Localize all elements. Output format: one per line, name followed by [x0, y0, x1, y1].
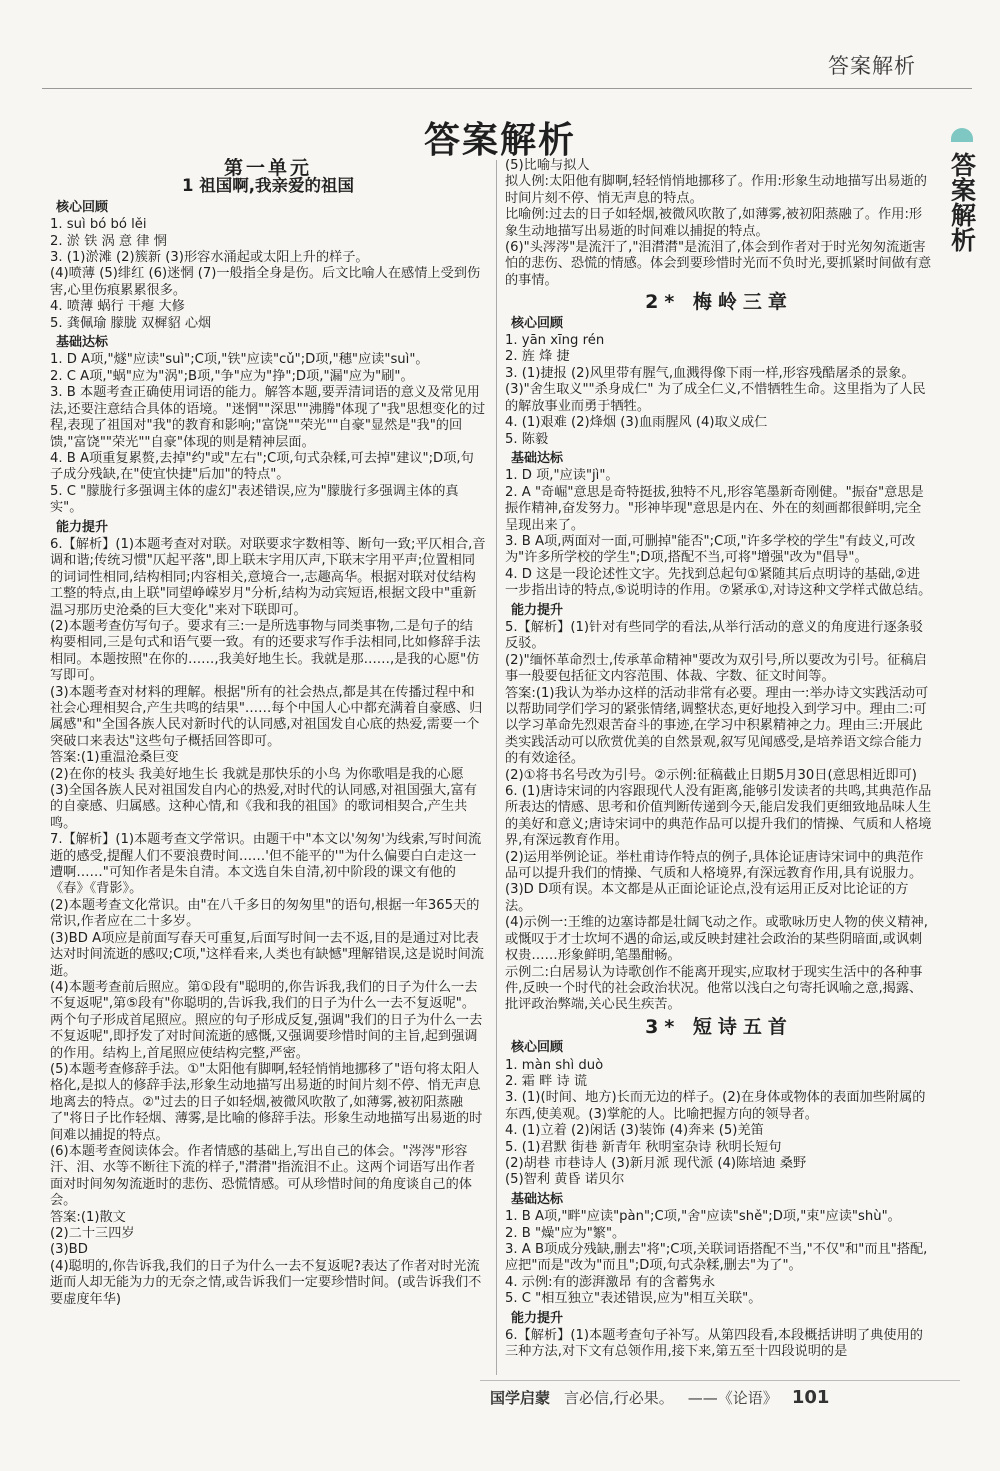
- section-heading: 核心回顾: [511, 315, 564, 331]
- left-column: [50, 158, 486, 1375]
- answer-line: 1. B A项,"畔"应读"pàn";C项,"舍"应读"shě";D项,"束"应读"shù"。: [505, 1209, 901, 1225]
- answer-line: 3. (1)(时间、地方)长而无边的样子。(2)在身体或物体的表面加些附属的东西,使美观。(3)掌舵的人。比喻把握方向的领导者。: [505, 1090, 926, 1122]
- answer-line: (2)二十三四岁: [50, 1226, 135, 1241]
- page-title: 答案解析: [423, 120, 576, 161]
- answer-line: (3)全国各族人民对祖国发自内心的热爱,对时代的认同感,对祖国强大,富有的自豪感、归属感。这种心情,和《我和我的祖国》的歌词相契合,产生共鸣。: [50, 783, 477, 831]
- unit-title: 第一单元: [223, 158, 312, 179]
- answer-line: 4. B A项重复累赘,去掉"约"或"左右";C项,句式杂糅,可去掉"建议";D项,句子成分残缺,在"使宜快捷"后加"的特点"。: [50, 450, 474, 483]
- answer-line: 1. yān xīng rén: [505, 333, 605, 349]
- answer-line: 2. 淤 铁 涡 意 律 惘: [50, 233, 167, 249]
- side-tab-label: 答案解析: [947, 152, 977, 252]
- answer-line: (2)"缅怀革命烈士,传承革命精神"要改为双引号,所以要改为引号。征稿启事一般要包括征文内容范围、体裁、字数、征文时间等。: [505, 652, 927, 685]
- answer-line: 4. D 这是一段论述性文字。先找到总起句①紧随其后点明诗的基础,②进一步指出诗的特点,⑤说明诗的作用。⑦紧承①,对诗这种文学样式做总结。: [505, 566, 932, 599]
- answer-line: (3)D D项有误。本文都是从正面论证论点,没有运用正反对比论证的方法。: [505, 882, 909, 914]
- lesson-title-2: 2* 梅岭三章: [645, 291, 793, 314]
- footer-motto: 言必信,行必果。: [564, 1389, 674, 1407]
- section-heading: 核心回顾: [56, 199, 109, 215]
- header-rule: [42, 88, 972, 89]
- answer-line: (2)本题考查仿写句子。要求有三:一是所选事物与同类事物,二是句子的结构要相同,三是句式和语气要一致。有的还要求写作手法相同,比如修辞手法相同。本题按照"在你的……,我美好地生长。我就是那……,是我的心愿"仿写即可。: [50, 618, 481, 684]
- running-head: 答案解析: [828, 54, 916, 78]
- answer-line: (6)本题考查阅读体会。作者情感的基础上,写出自己的体会。"涔涔"形容汗、泪、水等不断往下流的样子,"潸潸"指流泪不止。这两个词语写出作者面对时间匆匆流逝时的悲伤、恐慌情感。可从珍惜时间的角度谈自己的体会。: [50, 1143, 476, 1209]
- answer-line: 3. B A项,两面对一面,可删掉"能否";C项,"许多学校的学生"有歧义,可改为"许多所学校的学生";D项,搭配不当,可将"增强"改为"倡导"。: [505, 533, 916, 566]
- answer-line: 5. 龚佩瑜 朦胧 双樨貂 心烟: [50, 315, 212, 331]
- answer-line: (2)①将书名号改为引号。②示例:征稿截止日期5月30日(意思相近即可): [505, 767, 917, 783]
- answer-line: (2)胡巷 市巷诗人 (3)新月派 现代派 (4)陈培迪 桑野: [505, 1155, 807, 1171]
- answer-line: (4)喷薄 (5)绯红 (6)迷惘 (7)一般指全身是伤。后文比喻人在感情上受到伤害,心里伤痕累累很多。: [50, 266, 481, 298]
- answer-line: 5.【解析】(1)针对有些同学的看法,从举行活动的意义的角度进行逐条驳反驳。: [505, 619, 923, 652]
- answer-line: 7.【解析】(1)本题考查文学常识。由题干中"本文以'匆匆'为线索,写时间流逝的感受,提醒人们不要浪费时间……'但不能平的'"为什么偏要白白走这一遭啊……"可知作者是朱自清。本文选自朱自清,初中阶段的课文有他的《春》《背影》。: [50, 832, 482, 897]
- answer-line: 1. D 项,"应读"jì"。: [505, 468, 619, 484]
- answer-line: 2. 旌 烽 捷: [505, 349, 570, 365]
- answer-line: (2)在你的枝头 我美好地生长 我就是那快乐的小鸟 为你歌唱是我的心愿: [50, 766, 464, 782]
- answer-line: 5. C "朦胧行多强调主体的虚幻"表述错误,应为"朦胧行多强调主体的真实"。: [50, 483, 459, 516]
- answer-line: 2. C A项,"蜗"应为"涡";B项,"争"应为"挣";D项,"漏"应为"刷"。: [50, 368, 414, 384]
- right-column: [505, 158, 933, 1375]
- answer-line: 4. 示例:有的澎湃激昂 有的含蓄隽永: [505, 1274, 716, 1290]
- answer-line: 答案:(1)我认为举办这样的活动非常有必要。理由一:举办诗文实践活动可以帮助同学们学习的紧张情绪,调整状态,更好地投入到学习中。理由二:可以学习革命先烈艰苦奋斗的事迹,在学习中积累精神之力。理由三:开展此类实践活动可以欣赏优美的自然景观,叙写见闻感受,是培养语文综合能力的有效途径。: [505, 685, 929, 767]
- answer-line: (5)比喻与拟人: [505, 158, 590, 173]
- answer-line: 3. B 本题考查正确使用词语的能力。解答本题,要弄清词语的意义及常见用法,还要注意结合具体的语境。"迷惘""深思""沸腾"体现了"我"思想变化的过程,表现了祖国对"我"的教育和影响;"富饶""荣光""自豪"显然是"我"的回馈,"富饶""荣光""自豪"体现的则是精神层面。: [50, 385, 486, 450]
- answer-line: (3)BD A项应是前面写春天可重复,后面写时间一去不返,目的是通过对比表达对时间流逝的感叹;C项,"这样看来,人类也有缺憾"理解错误,这是说时间流逝。: [50, 930, 484, 979]
- footer-series: 国学启蒙: [490, 1389, 551, 1407]
- section-heading: 核心回顾: [511, 1040, 564, 1056]
- footer-source: ——《论语》: [687, 1389, 778, 1407]
- answer-line: 6. (1)唐诗宋词的内容跟现代人没有距离,能够引发读者的共鸣,其典范作品所表达的情感、思考和价值判断传递到今天,能启发我们更细致地品味人生的美好和意义;唐诗宋词中的典范作品可以提升我们的情操、气质和人格境界,有深远教育作用。: [505, 784, 932, 849]
- section-heading: 基础达标: [511, 1191, 564, 1207]
- footer-rule: [480, 1380, 960, 1381]
- answer-line: 5. 陈毅: [505, 431, 549, 447]
- answer-line: 4. (1)立着 (2)闲话 (3)装饰 (4)奔来 (5)羌笛: [505, 1123, 764, 1139]
- answer-line: (6)"头涔涔"是流汗了,"泪潸潸"是流泪了,体会到作者对于时光匆匆流逝害怕的悲伤、恐慌的情感。体会到要珍惜时光而不负时光,要抓紧时间做有意的事情。: [505, 240, 932, 288]
- answer-line: (5)本题考查修辞手法。①"太阳他有脚啊,轻轻悄悄地挪移了"语句将太阳人格化,是拟人的修辞手法,形象生动地描写出易逝的时间片刻不停、悄无声息地离去的特点。②"过去的日子如轻烟,被微风吹散了,如薄雾,被初阳蒸融了"将日子比作轻烟、薄雾,是比喻的修辞手法。形象生动地描写出易逝的时间难以捕捉的特点。: [50, 1061, 483, 1143]
- answer-line: (4)示例一:王维的边塞诗都是壮阔飞动之作。或歌咏历史人物的侠义精神,或慨叹于才士坎坷不遇的命运,或反映封建社会政治的某些阴暗面,或讽刺权贵……形象鲜明,笔墨酣畅。: [505, 915, 928, 964]
- answer-line: 答案:(1)重温沧桑巨变: [50, 750, 179, 766]
- answer-line: 拟人例:太阳他有脚啊,轻轻悄悄地挪移了。作用:形象生动地描写出易逝的时间片刻不停、悄无声息的特点。: [505, 174, 927, 206]
- answer-line: 答案:(1)散文: [50, 1209, 126, 1225]
- answer-line: 2. A "奇崛"意思是奇特挺拔,独特不凡,形容笔墨新奇刚健。"振奋"意思是振作精神,奋发努力。"形神毕现"意思是内在、外在的刻画都很鲜明,完全呈现出来了。: [505, 484, 924, 533]
- answer-line: 5. (1)君默 街巷 新青年 秋明室杂诗 秋明长短句: [505, 1139, 782, 1155]
- answer-line: 5. C "相互独立"表述错误,应为"相互关联"。: [505, 1291, 762, 1307]
- answer-line: 6.【解析】(1)本题考查句子补写。从第四段看,本段概括讲明了典使用的三种方法,对下文有总领作用,接下来,第五至十四段说明的是: [505, 1328, 923, 1360]
- answer-line: (2)运用举例论证。举杜甫诗作特点的例子,具体论证唐诗宋词中的典范作品可以提升我们的情操、气质和人格境界,有深远教育作用,具有说服力。: [505, 849, 924, 882]
- answer-line: 1. D A项,"燧"应读"suì";C项,"铁"应读"cǔ";D项,"穗"应读"suì"。: [50, 352, 429, 368]
- answer-line: (3)BD: [50, 1242, 88, 1258]
- answer-line: 4. (1)艰难 (2)烽烟 (3)血雨腥风 (4)取义成仁: [505, 415, 768, 431]
- answer-line: (4)本题考查前后照应。第①段有"聪明的,你告诉我,我们的日子为什么一去不复返呢",第⑤段有"你聪明的,告诉我,我们的日子为什么一去不复返呢"。两个句子形成首尾照应。照应的句子形成反复,强调"我们的日子为什么一去不复返呢",即抒发了对时间流逝的感慨,又强调要珍惜时间的主旨,起到强调的作用。结构上,首尾照应使结构完整,严密。: [50, 979, 483, 1061]
- answer-line: 3. (1)淤滩 (2)簇新 (3)形容水涌起或太阳上升的样子。: [50, 250, 369, 266]
- column-divider: [496, 160, 497, 1375]
- footer: [490, 1387, 930, 1408]
- lesson-title-3: 3* 短诗五首: [645, 1015, 793, 1038]
- answer-line: (3)本题考查对材料的理解。根据"所有的社会热点,都是其在传播过程中和社会心理相契合,产生共鸣的结果"……每个中国人心中都充满着自豪感、归属感"和"全国各族人民对新时代的认同感,对祖国发自心底的热爱,需要一个突破口来表达"这些句子概括回答即可。: [50, 684, 483, 749]
- section-heading: 能力提升: [56, 519, 109, 535]
- answer-line: 3. (1)捷报 (2)风里带有腥气,血溅得像下雨一样,形容残酷屠杀的景象。(3)"舍生取义""杀身成仁" 为了成全仁义,不惜牺牲生命。这里指为了人民的解放事业而勇于牺牲。: [505, 365, 926, 414]
- answer-line: 比喻例:过去的日子如轻烟,被微风吹散了,如薄雾,被初阳蒸融了。作用:形象生动地描写出易逝的时间难以捕捉的特点。: [505, 207, 923, 239]
- section-heading: 能力提升: [511, 602, 564, 618]
- lesson-title-1: 1 祖国啊,我亲爱的祖国: [182, 176, 354, 196]
- page-number: 101: [791, 1387, 830, 1408]
- section-heading: 基础达标: [56, 335, 109, 351]
- answer-line: 3. A B项成分残缺,删去"将";C项,关联词语搭配不当,"不仅"和"而且"搭配,应把"而是"改为"而且";D项,句式杂糅,删去"为了"。: [505, 1242, 928, 1274]
- answer-line: 6.【解析】(1)本题考查对对联。对联要求字数相等、断句一致;平仄相合,音调和谐;传统习惯"仄起平落",即上联末字用仄声,下联末字用平声;位置相同的词词性相同,结构相同;内容相关,意境合一,志趣高华。根据对联对仗结构工整的特点,由上联"同望峥嵘岁月"分析,结构为动宾短语,根据文段中"重新温习那历史沧桑的巨大变化"来对下联即可。: [50, 536, 486, 618]
- answer-line: 1. suì bó bó lěi: [50, 217, 147, 233]
- answer-line: (2)本题考查文化常识。由"在八千多日的匆匆里"的语句,根据一年365天的常识,作者应在二十多岁。: [50, 897, 480, 930]
- answer-line: 2. 霜 畔 诗 谎: [505, 1073, 588, 1089]
- answer-line: 1. màn shì duò: [505, 1057, 604, 1073]
- section-heading: 基础达标: [511, 450, 564, 466]
- answer-line: 示例二:白居易认为诗歌创作不能离开现实,应取材于现实生活中的各种事件,反映一个时代的社会政治状况。他常以浅白之句寄托讽喻之意,揭露、批评政治弊端,关心民生疾苦。: [505, 964, 923, 1013]
- answer-line: 2. B "燥"应为"繁"。: [505, 1225, 626, 1241]
- answer-line: (5)智利 黄昏 诺贝尔: [505, 1172, 625, 1188]
- answer-line: (4)聪明的,你告诉我,我们的日子为什么一去不复返呢?表达了作者对时光流逝而人却无能为力的无奈之情,或告诉我们一定要珍惜时间。(或告诉我们不要虚度年华): [50, 1258, 482, 1307]
- answer-line: 4. 喷薄 蜗行 干瘪 大修: [50, 299, 185, 315]
- section-heading: 能力提升: [511, 1310, 564, 1326]
